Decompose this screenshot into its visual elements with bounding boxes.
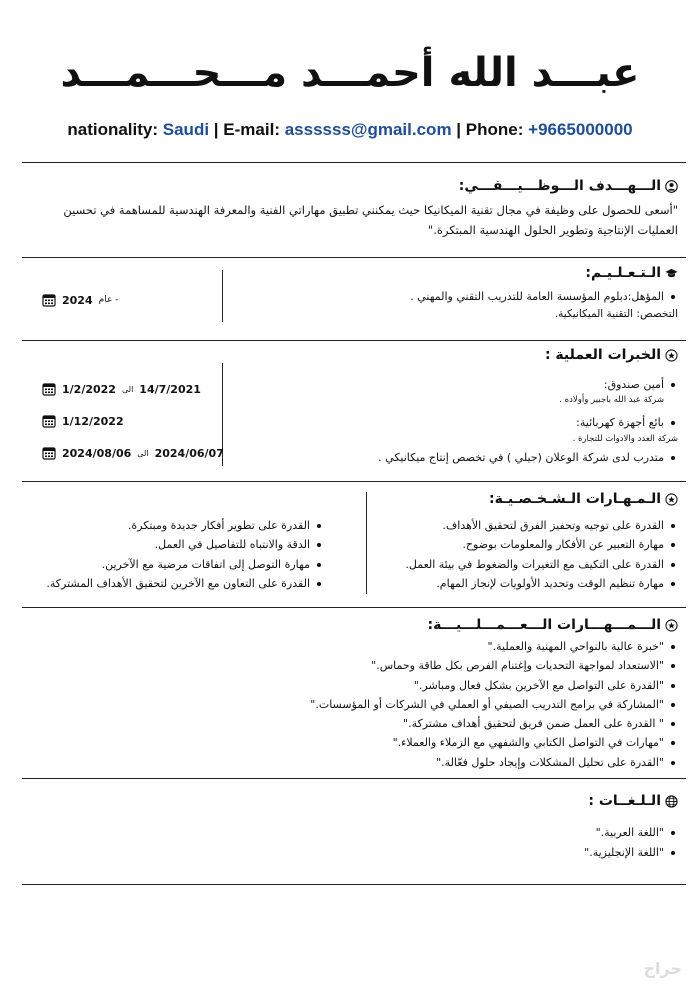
email-link[interactable]: assssss@gmail.com [284,120,452,139]
date-separator: الى [137,448,149,458]
nationality-label: nationality: [67,120,159,139]
contact-separator: | [213,120,219,139]
candidate-name: عبـــد الله أحمـــد مـــحـــمـــد [60,50,640,96]
star-badge-icon [665,619,678,632]
objective-text [18,200,678,240]
objective-line: "أسعى للحصول على وظيفة في مجال تقنية الميكانيكا حيث يمكنني تطبيق مهاراتي الفنية والمعرفة الهندسية للمساهمة في تحسين [63,203,678,217]
experience-title-text: الخبرات العملية : [544,347,661,363]
practical-skills-title-text: الـــمـــهـــارات الـــعـــمـــلـــيـــة: [427,617,661,633]
education-year: 2024 [62,293,93,307]
practical-skill-item: "الاستعداد لمواجهة التحديات وإغتنام الفرص بكل طاقة وحماس." [310,656,678,675]
skill-item: القدرة على التكيف مع التغيرات والضغوط في بيئة العمل. [405,555,678,574]
skill-item: مهارة تنظيم الوقت وتحديد الأولويات لإنجاز المهام. [405,574,678,593]
calendar-icon [42,414,56,428]
date-to: 1/2/2022 [62,382,116,396]
experience-date [42,446,224,460]
personal-skills-title-text: الـمـهـارات الـشـخـصـيـة: [488,491,661,507]
skill-item: مهارة التوصل إلى اتفاقات مرضية مع الآخرين. [46,555,324,574]
experience-company: شركة العدد والادوات للتجارة . [572,433,678,444]
email-label: E-mail: [223,120,280,139]
user-icon [665,180,678,193]
date-from: 2024/06/07 [154,446,224,460]
divider [22,607,686,608]
globe-icon [665,795,678,808]
objective-section-title [459,178,678,194]
star-badge-icon [665,349,678,362]
date-separator: الى [121,384,134,394]
divider [22,778,686,779]
personal-skills-right-list [405,516,678,593]
phone-label: Phone: [465,120,524,139]
language-item: "اللغة الإنجليزية." [584,843,678,863]
calendar-icon [42,293,56,307]
experience-date [42,382,201,396]
date-to: 2024/08/06 [62,446,132,460]
languages-title-text: الـلـغــات : [588,793,661,809]
education-year-label: عام - [98,295,119,305]
contact-separator: | [456,120,462,139]
experience-section-title [545,347,678,363]
divider [22,162,686,163]
skill-item: القدرة على التعاون مع الآخرين لتحقيق الأهداف المشتركة. [46,574,324,593]
practical-skill-item: "المشاركة في برامج التدريب الصيفي أو العملي في الشركات أو المؤسسات." [310,695,678,714]
nationality-value: Saudi [162,120,210,139]
date-from: 1/12/2022 [62,414,124,428]
phone-link[interactable]: +9665000000 [528,120,633,139]
date-from: 14/7/2021 [139,382,201,396]
experience-role: أمين صندوق: [378,375,678,394]
skill-item: الدقة والانتباه للتفاصيل في العمل. [46,535,324,554]
practical-skill-item: "القدرة على التواصل مع الآخرين بشكل فعال ومباشر." [310,676,678,695]
divider [366,492,367,594]
experience-date [42,414,124,428]
education-title-text: الـتـعـلـيـم: [585,265,661,281]
personal-skills-section-title [489,491,678,507]
experience-company: شركة عبد الله باجبير وأولاده . [559,395,664,406]
practical-skill-item: "القدرة على تحليل المشكلات وإيجاد حلول فعّالة." [310,753,678,772]
practical-skill-item: "مهارات في التواصل الكتابي والشفهي مع الزملاء والعملاء." [310,733,678,752]
practical-skill-item: " القدرة على العمل ضمن فريق لتحقيق أهداف مشتركة." [310,714,678,733]
divider [22,257,686,258]
experience-list [378,375,678,467]
star-badge-icon [665,493,678,506]
experience-role: متدرب لدى شركة الوعلان (جيلي ) في تخصص إنتاج ميكانيكي . [378,448,678,467]
skill-item: مهارة التعبير عن الأفكار والمعلومات بوضوح. [405,535,678,554]
skill-item: القدرة على توجيه وتحفيز الفرق لتحقيق الأهداف. [405,516,678,535]
practical-skill-item: "خبرة عالية بالنواحي المهنية والعملية." [310,637,678,656]
languages-list [584,823,678,863]
practical-skills-list [310,637,678,772]
experience-role: بائع أجهزة كهربائية: [378,413,678,432]
divider [22,340,686,341]
education-specialization: التخصص: التقنية الميكانيكية. [554,308,678,320]
divider [22,481,686,482]
education-qualification: المؤهل:دبلوم المؤسسة العامة للتدريب التقني والمهني . [410,287,678,306]
contact-line [0,120,700,140]
calendar-icon [42,446,56,460]
graduation-cap-icon [665,267,678,280]
objective-title-text: الـــهـــدف الـــوظـــيـــفـــي: [458,178,661,194]
education-section-title [585,265,678,281]
watermark: حراج [643,959,682,978]
language-item: "اللغة العربية." [584,823,678,843]
divider [22,884,686,885]
languages-section-title [588,793,678,809]
practical-skills-section-title [428,617,678,633]
personal-skills-left-list [46,516,324,593]
skill-item: القدرة على تطوير أفكار جديدة ومبتكرة. [46,516,324,535]
divider [222,270,223,322]
objective-line: العمليات الإنتاجية وتطوير الحلول الهندسية المبتكرة." [427,223,678,237]
calendar-icon [42,382,56,396]
education-date [42,293,118,307]
